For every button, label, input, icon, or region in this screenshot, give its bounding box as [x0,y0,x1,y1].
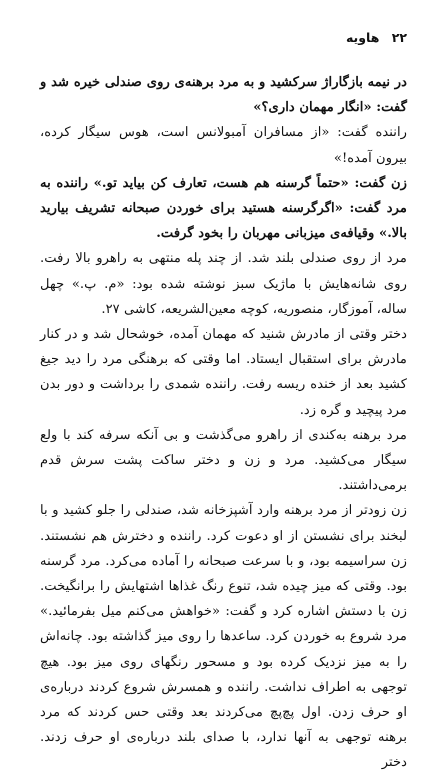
paragraph: دختر وقتی از مادرش شنید که مهمان آمده، خوشحال شد و در کنار مادرش برای استقبال ایستاد. اما وقتی که برهنگی مرد را دید جیغ کشید بعد از خنده ریسه رفت. راننده شمدی را برداشت و دور بدن مرد پیچید و گره زد. [40,327,407,418]
page-body-text [40,70,407,771]
page-number: ۲۲ [391,30,407,45]
paragraph: مرد برهنه به‌کندی از راهرو می‌گذشت و بی آنکه سرفه کند با ولع سیگار می‌کشید. مرد و زن و دختر ساکت پشت سرش قدم برمی‌داشتند. [40,427,407,494]
paragraph: زن زودتر از مرد برهنه وارد آشپزخانه شد، صندلی را جلو کشید و با لبخند برای نشستن از او دعوت کرد. راننده و دخترش هم نشستند. زن سراسیمه بود، و با سرعت صبحانه را آماده می‌کرد. مرد گرسنه بود. وقتی که میز چیده شد، تنوع رنگ غذاها اشتهایش را برانگیخت. زن با دستش اشاره کرد و گفت: «خواهش می‌کنم میل بفرمائید.» مرد شروع به خوردن کرد. ساعدها را روی میز گذاشته بود. چانه‌اش را به میز نزدیک کرده بود و مسحور رنگهای روی میز بود. هیچ توجهی به اطراف نداشت. راننده و همسرش شروع کردند درباره‌ی او حرف زدن. اول پچ‌پچ می‌کردند بعد وقتی حس کردند که مرد برهنه توجهی به آنها ندارد، با صدای بلند درباره‌ی او حرف زدند. دختر [40,503,407,771]
paragraph: در نیمه بازگاراژ سرکشید و به مرد برهنه‌ی روی صندلی خیره شد و گفت: «انگار مهمان داری؟» [40,75,407,116]
paragraph: راننده گفت: «از مسافران آمبولانس است، هوس سیگار کرده، بیرون آمده!» [40,125,407,166]
running-header [40,30,407,52]
paragraph: مرد از روی صندلی بلند شد. از چند پله منتهی به راهرو بالا رفت. روی شانه‌هایش با ماژیک سبز نوشته شده بود: «م. پ.» چهل ساله، آموزگار، منصوریه، کوچه معین‌الشریعه، کاشی ۲۷. [40,251,407,317]
paragraph: زن گفت: «حتماً گرسنه هم هست، تعارف کن بیاید تو.» راننده به مرد گفت: «اگرگرسنه هستید برای خوردن صبحانه تشریف بیارید بالا.» وقیافه‌ی میزبانی مهربان را بخود گرفت. [40,175,407,242]
running-title: هاویه [345,30,380,45]
